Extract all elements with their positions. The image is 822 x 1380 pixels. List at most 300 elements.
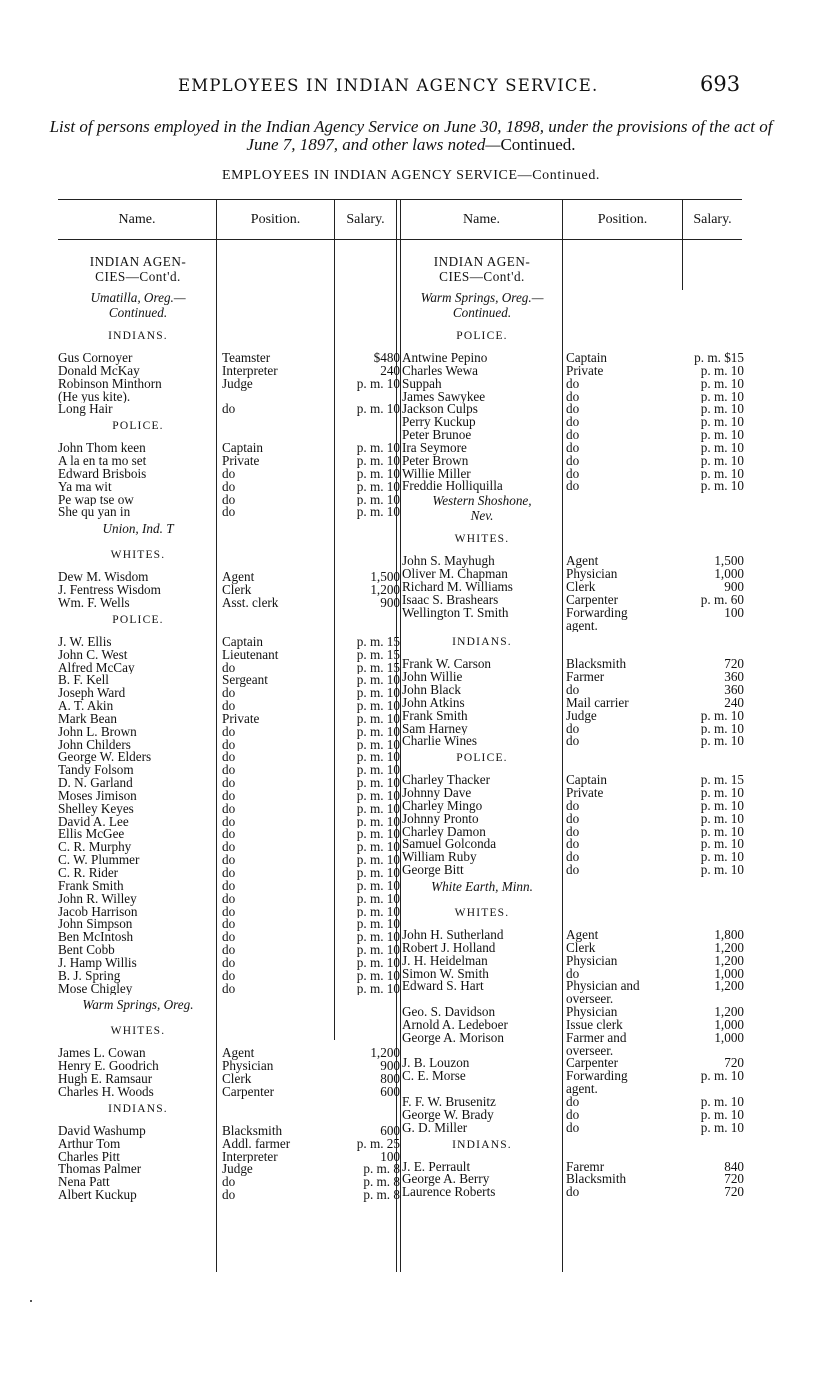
right-row-name: Peter Brunoe	[402, 429, 472, 442]
right-section-heading	[402, 290, 562, 326]
right-row-name: Johnny Pronto	[402, 812, 479, 826]
left-row-position: do	[222, 738, 236, 752]
right-table-row	[402, 594, 744, 607]
left-row-position: do	[222, 764, 236, 778]
right-row-name: Oliver M. Chapman	[402, 568, 508, 581]
left-row-position: Interpreter	[222, 364, 278, 378]
left-table-row	[58, 790, 400, 803]
left-row-salary: p. m. 10	[356, 905, 400, 919]
right-section-text: WHITES.	[454, 533, 510, 546]
right-row-position: Physician	[566, 1006, 618, 1019]
right-row-name: Geo. S. Davidson	[402, 1006, 496, 1019]
right-row-name: Charley Thacker	[402, 774, 490, 788]
left-row-name: C. R. Murphy	[58, 841, 132, 855]
left-row-name: J. W. Ellis	[58, 635, 112, 649]
left-row-salary: 600	[380, 1124, 400, 1138]
right-row-position: Issue clerk	[566, 1018, 623, 1032]
right-row-name: Charles Wewa	[402, 364, 478, 378]
right-row-salary: p. m. 10	[700, 787, 744, 800]
right-table-row	[402, 1186, 744, 1199]
right-section-text: POLICE.	[456, 330, 508, 342]
right-row-position: agent.	[566, 619, 598, 633]
right-row-position: Carpenter	[566, 1057, 618, 1071]
left-section-text: INDIANS.	[108, 330, 168, 342]
right-row-name: Ira Seymore	[402, 441, 467, 455]
left-row-position: do	[222, 879, 236, 893]
left-row-position: do	[222, 480, 236, 494]
right-row-name: Antwine Pepino	[402, 352, 488, 365]
right-row-salary: p. m. $15	[694, 352, 744, 365]
table-title: EMPLOYEES IN INDIAN AGENCY SERVICE—Continued.	[221, 168, 601, 183]
left-section-text: INDIANS.	[108, 1102, 168, 1115]
right-row-name: Edward S. Hart	[402, 980, 484, 994]
right-row-salary: p. m. 10	[700, 864, 744, 877]
right-row-name: Peter Brown	[402, 454, 469, 468]
right-section-heading	[402, 326, 562, 352]
left-table-row	[58, 1138, 400, 1151]
right-row-position: Agent	[566, 555, 599, 569]
left-table-row	[58, 918, 400, 931]
left-row-position: do	[222, 493, 236, 507]
right-row-name: G. D. Miller	[402, 1121, 468, 1135]
right-section-heading	[402, 903, 562, 929]
left-row-name: B. J. Spring	[58, 969, 121, 983]
left-row-position: do	[222, 828, 236, 842]
left-header-position: Position.	[250, 212, 301, 227]
right-section-text: Warm Springs, Oreg.— Continued.	[420, 290, 544, 320]
right-table-row	[402, 555, 744, 568]
right-row-name: Charley Damon	[402, 825, 486, 839]
right-row-name: James Sawykee	[402, 390, 486, 404]
left-row-salary: p. m. 10	[356, 506, 400, 520]
left-row-position: do	[222, 944, 236, 957]
left-row-name: Ben McIntosh	[58, 931, 134, 945]
left-row-position: do	[222, 905, 236, 919]
left-table-row	[58, 1189, 400, 1202]
left-row-salary: p. m. 10	[356, 956, 400, 970]
right-table-row	[402, 480, 744, 493]
left-row-salary: p. m. 10	[356, 802, 400, 816]
right-table-row	[402, 968, 744, 981]
right-table-row	[402, 993, 744, 1006]
right-table-row	[402, 378, 744, 391]
left-table-row	[58, 442, 400, 455]
right-row-salary: p. m. 10	[700, 825, 744, 839]
left-row-position: do	[222, 802, 236, 816]
left-row-name: Bent Cobb	[58, 944, 115, 957]
left-row-position: do	[222, 841, 236, 855]
left-row-position: Private	[222, 712, 260, 726]
right-table-row	[402, 813, 744, 826]
right-table-row	[402, 468, 744, 481]
left-table-row	[58, 893, 400, 906]
left-table-row	[58, 713, 400, 726]
right-row-position: do	[566, 467, 580, 481]
left-table-row	[58, 867, 400, 880]
right-row-name: Sam Harney	[402, 722, 468, 736]
left-row-name: Ya ma wit	[58, 480, 112, 494]
left-row-name: A. T. Akin	[58, 700, 114, 713]
left-row-salary: p. m. 10	[356, 725, 400, 739]
right-row-position: do	[566, 735, 580, 749]
right-row-salary: p. m. 10	[700, 838, 744, 852]
right-row-position: do	[566, 799, 580, 813]
left-section-text: POLICE.	[112, 613, 164, 626]
left-table-row	[58, 494, 400, 507]
left-table-row	[58, 880, 400, 893]
left-row-name: Dew M. Wisdom	[58, 571, 149, 585]
left-row-salary: p. m. 8	[363, 1163, 400, 1177]
left-row-position: do	[222, 956, 236, 970]
left-table-row	[58, 841, 400, 854]
left-row-salary: 900	[380, 596, 400, 610]
right-table-row	[402, 568, 744, 581]
left-table-row	[58, 584, 400, 597]
right-section-text: INDIANS.	[452, 1138, 512, 1151]
left-header-name: Name.	[118, 212, 156, 227]
left-row-name: Moses Jimison	[58, 789, 137, 803]
right-header-salary: Salary.	[693, 212, 732, 227]
left-table-row	[58, 1176, 400, 1189]
left-row-salary: p. m. 10	[356, 815, 400, 829]
right-row-position: do	[566, 967, 580, 981]
left-row-name: Henry E. Goodrich	[58, 1060, 159, 1074]
left-section-text: Warm Springs, Oreg.	[82, 997, 194, 1013]
left-section-heading	[58, 1021, 218, 1047]
right-row-position: Agent	[566, 929, 599, 942]
left-table-row	[58, 481, 400, 494]
right-row-salary: p. m. 10	[700, 722, 744, 736]
right-row-salary: 100	[724, 606, 744, 620]
right-section-text: INDIANS.	[452, 636, 512, 649]
caption	[40, 118, 782, 154]
left-row-position: do	[222, 777, 236, 790]
left-row-salary: p. m. 10	[356, 892, 400, 906]
left-row-salary: 240	[380, 364, 400, 378]
right-row-name: F. F. W. Brusenitz	[402, 1095, 496, 1109]
left-table-row	[58, 751, 400, 764]
right-section-text: WHITES.	[454, 907, 510, 919]
caption-italic: List of persons employed in the Indian Agency Service on June 30, 1898, under the provisions of the act of June 7, 1897, and other laws noted—	[49, 117, 773, 154]
right-row-position: Physician and	[566, 980, 640, 994]
right-table-row	[402, 851, 744, 864]
left-row-name: Pe wap tse ow	[58, 493, 134, 507]
right-section-heading	[402, 529, 562, 555]
left-row-name: Charles H. Woods	[58, 1085, 154, 1099]
right-row-salary: p. m. 10	[700, 799, 744, 813]
left-row-name: Joseph Ward	[58, 687, 126, 701]
left-table-row	[58, 970, 400, 983]
left-row-salary: p. m. 10	[356, 493, 400, 507]
left-row-position: Interpreter	[222, 1150, 278, 1164]
right-table-row	[402, 710, 744, 723]
left-section-heading	[58, 545, 218, 571]
left-table-row	[58, 957, 400, 970]
right-table-row	[402, 455, 744, 468]
right-table-row	[402, 607, 744, 620]
right-row-salary: p. m. 10	[700, 812, 744, 826]
page-mark	[30, 1300, 32, 1302]
left-row-name: David A. Lee	[58, 815, 129, 829]
right-row-salary: 900	[724, 580, 744, 594]
left-row-name: Charles Pitt	[58, 1150, 120, 1164]
left-row-position: do	[222, 467, 236, 481]
right-table-row	[402, 671, 744, 684]
right-row-position: Physician	[566, 954, 618, 968]
left-row-name: Wm. F. Wells	[58, 596, 130, 610]
left-row-position: do	[222, 700, 236, 713]
right-table-row	[402, 942, 744, 955]
left-table-row	[58, 455, 400, 468]
left-table-row	[58, 803, 400, 816]
right-row-position: do	[566, 812, 580, 826]
running-head	[0, 72, 822, 100]
right-table-row	[402, 620, 744, 633]
right-table-row	[402, 955, 744, 968]
right-row-position: do	[566, 390, 580, 404]
right-row-name: Freddie Holliquilla	[402, 480, 503, 494]
right-row-salary: 360	[724, 684, 744, 697]
right-row-salary: p. m. 10	[700, 377, 744, 391]
left-row-name: Thomas Palmer	[58, 1163, 142, 1177]
right-row-position: do	[566, 441, 580, 455]
right-row-salary: 360	[724, 671, 744, 685]
right-section-heading	[402, 493, 562, 529]
right-row-position: do	[566, 1186, 580, 1200]
caption-continued: Continued.	[500, 135, 576, 154]
left-row-position: do	[222, 854, 236, 867]
right-row-salary: p. m. 10	[700, 735, 744, 749]
left-row-position: do	[222, 1189, 236, 1202]
right-row-salary: p. m. 10	[700, 364, 744, 378]
right-row-position: do	[566, 838, 580, 852]
right-row-salary: 1,200	[714, 941, 744, 955]
left-row-name: (He yus kite).	[58, 390, 131, 404]
right-section-heading	[402, 1135, 562, 1161]
right-row-salary: p. m. 10	[700, 403, 744, 417]
left-table-row	[58, 1125, 400, 1138]
left-row-name: John Thom keen	[58, 442, 146, 456]
right-row-position: do	[566, 722, 580, 736]
left-table-row	[58, 854, 400, 867]
right-row-position: overseer.	[566, 1044, 614, 1058]
left-row-salary: p. m. 10	[356, 738, 400, 752]
right-row-name: Charlie Wines	[402, 735, 478, 749]
right-table-row	[402, 1045, 744, 1058]
left-table-row	[58, 1163, 400, 1176]
left-row-salary: p. m. 10	[356, 944, 400, 957]
right-row-salary: p. m. 10	[700, 441, 744, 455]
left-row-salary: p. m. 10	[356, 777, 400, 790]
left-header-salary: Salary.	[346, 212, 385, 227]
right-column	[402, 254, 744, 1199]
right-table-row	[402, 1083, 744, 1096]
left-table-row	[58, 700, 400, 713]
right-table-row	[402, 723, 744, 736]
left-row-name: George W. Elders	[58, 751, 152, 765]
right-table-row	[402, 1019, 744, 1032]
right-row-salary: p. m. 10	[700, 1108, 744, 1122]
left-row-name: Robinson Minthorn	[58, 377, 162, 391]
right-row-name: John Atkins	[402, 696, 465, 710]
left-row-name: John R. Willey	[58, 892, 137, 906]
right-table-row	[402, 1109, 744, 1122]
left-row-salary: p. m. 10	[356, 403, 400, 417]
left-row-name: John C. West	[58, 648, 128, 662]
left-row-salary: p. m. 10	[356, 764, 400, 778]
left-section-heading	[58, 610, 218, 636]
right-row-salary: 240	[724, 696, 744, 710]
left-table-row	[58, 597, 400, 610]
right-table-row	[402, 403, 744, 416]
right-row-position: Faremr	[566, 1160, 605, 1174]
right-row-position: do	[566, 416, 580, 430]
left-row-salary: 1,500	[370, 571, 400, 585]
left-section-text: WHITES.	[110, 549, 166, 562]
left-row-name: Donald McKay	[58, 364, 140, 378]
right-row-name: Frank W. Carson	[402, 658, 492, 672]
right-row-position: do	[566, 825, 580, 839]
right-row-position: Clerk	[566, 580, 596, 594]
left-row-position: Captain	[222, 635, 264, 649]
right-row-position: Physician	[566, 568, 618, 581]
left-row-salary: p. m. 10	[356, 674, 400, 688]
right-row-name: Isaac S. Brashears	[402, 593, 499, 607]
right-table-row	[402, 429, 744, 442]
left-table-row	[58, 649, 400, 662]
right-row-name: George A. Berry	[402, 1173, 490, 1187]
right-table-row	[402, 684, 744, 697]
right-row-position: do	[566, 1095, 580, 1109]
right-row-name: John Black	[402, 684, 461, 697]
right-row-position: do	[566, 1108, 580, 1122]
left-row-position: Agent	[222, 1047, 255, 1061]
left-table-row	[58, 1073, 400, 1086]
left-table-row	[58, 1060, 400, 1073]
left-row-position: do	[222, 687, 236, 701]
right-section-heading	[402, 632, 562, 658]
left-row-salary: p. m. 10	[356, 700, 400, 713]
left-row-salary: p. m. 10	[356, 789, 400, 803]
left-section-text: WHITES.	[110, 1025, 166, 1038]
right-row-salary: p. m. 10	[700, 454, 744, 468]
right-table-row	[402, 658, 744, 671]
right-row-position: do	[566, 480, 580, 494]
left-table-row	[58, 983, 400, 996]
left-row-position: Physician	[222, 1060, 274, 1074]
left-table-row	[58, 726, 400, 739]
left-section-heading	[58, 254, 218, 290]
left-section-heading	[58, 519, 218, 545]
left-row-position: do	[222, 982, 236, 996]
right-row-position: Forwarding	[566, 1070, 628, 1084]
left-row-name: Alfred McCay	[58, 661, 135, 675]
left-row-position: Captain	[222, 442, 264, 456]
right-row-name: George W. Brady	[402, 1108, 494, 1122]
right-table-row	[402, 774, 744, 787]
left-row-salary: p. m. 10	[356, 480, 400, 494]
left-row-position: do	[222, 1176, 236, 1190]
left-row-position: Addl. farmer	[222, 1137, 291, 1151]
right-section-heading	[402, 254, 562, 290]
right-row-name: Willie Miller	[402, 467, 471, 481]
left-section-heading	[58, 416, 218, 442]
right-row-name: Johnny Dave	[402, 787, 472, 800]
right-row-salary: p. m. 10	[700, 467, 744, 481]
right-row-position: do	[566, 1121, 580, 1135]
left-table-row	[58, 816, 400, 829]
left-row-salary: p. m. 10	[356, 687, 400, 701]
right-row-position: Private	[566, 364, 604, 378]
left-table-row	[58, 687, 400, 700]
right-row-salary: 1,000	[714, 568, 744, 581]
right-row-name: C. E. Morse	[402, 1070, 466, 1084]
left-row-salary: p. m. 10	[356, 442, 400, 456]
left-row-position: Agent	[222, 571, 255, 585]
right-table-row	[402, 1173, 744, 1186]
right-row-name: Charley Mingo	[402, 799, 483, 813]
left-row-salary: p. m. 10	[356, 377, 400, 391]
right-section-text: POLICE.	[456, 752, 508, 765]
right-row-position: Forwarding	[566, 606, 628, 620]
right-row-position: Private	[566, 787, 604, 800]
left-table-row	[58, 636, 400, 649]
left-row-position: do	[222, 969, 236, 983]
left-table-row	[58, 365, 400, 378]
left-row-position: Sergeant	[222, 674, 268, 688]
left-row-name: Arthur Tom	[58, 1137, 121, 1151]
left-row-salary: 900	[380, 1060, 400, 1074]
left-section-text: Umatilla, Oreg.— Continued.	[90, 290, 186, 320]
left-row-name: Edward Brisbois	[58, 467, 147, 481]
right-row-name: Perry Kuckup	[402, 416, 476, 430]
right-row-position: overseer.	[566, 993, 614, 1007]
right-row-salary: 1,200	[714, 1006, 744, 1019]
left-row-name: Jacob Harrison	[58, 905, 138, 919]
left-row-salary: p. m. 25	[356, 1137, 400, 1151]
left-row-salary: p. m. 10	[356, 467, 400, 481]
right-table-row	[402, 929, 744, 942]
left-row-salary: p. m. 10	[356, 751, 400, 765]
right-row-name: Laurence Roberts	[402, 1186, 496, 1200]
right-row-salary: p. m. 10	[700, 1121, 744, 1135]
left-table-row	[58, 739, 400, 752]
left-row-salary: p. m. 10	[356, 982, 400, 996]
left-column	[58, 254, 400, 1202]
right-row-position: Blacksmith	[566, 658, 627, 672]
left-row-salary: 100	[380, 1150, 400, 1164]
right-row-salary: 720	[724, 1173, 744, 1187]
right-table-row	[402, 980, 744, 993]
left-row-name: B. F. Kell	[58, 674, 109, 688]
left-row-name: John Simpson	[58, 918, 133, 932]
right-section-text: INDIAN AGEN- CIES—Cont'd.	[433, 254, 531, 284]
left-row-salary: 1,200	[370, 584, 400, 597]
left-row-salary: p. m. 10	[356, 879, 400, 893]
right-table-row	[402, 1032, 744, 1045]
left-row-salary: p. m. 10	[356, 918, 400, 932]
right-row-position: do	[566, 684, 580, 697]
left-table-row	[58, 1151, 400, 1164]
left-row-salary: 800	[380, 1073, 400, 1086]
left-row-name: Long Hair	[58, 403, 113, 417]
left-row-position: do	[222, 918, 236, 932]
right-row-salary: p. m. 60	[700, 593, 744, 607]
right-row-salary: 1,000	[714, 1018, 744, 1032]
right-row-salary: p. m. 10	[700, 390, 744, 404]
left-row-name: She qu yan in	[58, 506, 131, 520]
right-row-position: Mail carrier	[566, 696, 629, 710]
